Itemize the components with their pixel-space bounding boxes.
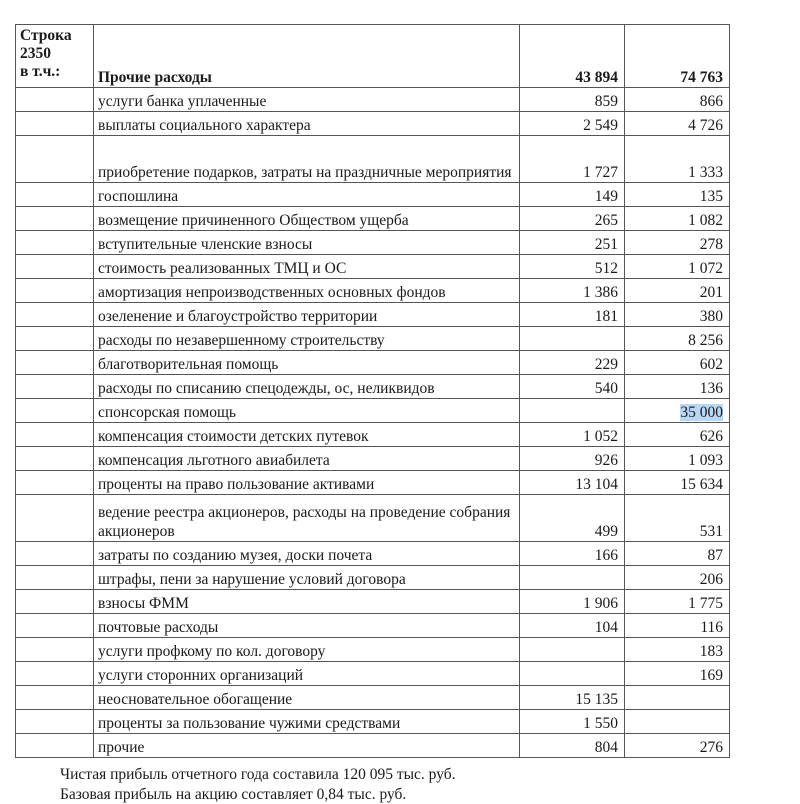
empty-code-cell [16,207,94,231]
value-previous-year [625,686,730,710]
empty-code-cell [16,423,94,447]
value-previous-year [625,375,730,399]
expense-label: стоимость реализованных ТМЦ и ОС [94,255,520,279]
other-expenses-table [15,24,730,758]
value-text: 1 906 [583,595,618,612]
value-current-year [520,255,625,279]
value-text: 229 [594,356,618,373]
empty-code-cell [16,495,94,542]
table-row [16,136,730,183]
empty-code-cell [16,638,94,662]
value-current-year [520,88,625,112]
table-row [16,88,730,112]
value-text: 1 550 [583,715,618,732]
empty-code-cell [16,375,94,399]
value-current-year [520,542,625,566]
expense-label: проценты на право пользование активами [94,471,520,495]
empty-code-cell [16,327,94,351]
eps-note: Базовая прибыль на акцию составляет 0,84 тыс. руб. [60,786,407,803]
empty-code-cell [16,734,94,758]
value-text: 104 [594,619,618,636]
value-previous-year [625,710,730,734]
value-text: 136 [699,380,723,397]
value-previous-year [625,614,730,638]
table-row [16,638,730,662]
table-row [16,231,730,255]
value-text: 135 [699,188,723,205]
table-row [16,279,730,303]
value-current-year [520,231,625,255]
empty-code-cell [16,471,94,495]
expense-label: проценты за пользование чужими средствами [94,710,520,734]
value-text: 201 [699,284,723,301]
total-previous-year: 74 763 [625,25,730,88]
value-current-year [520,351,625,375]
value-text: 15 135 [575,691,618,708]
value-current-year [520,327,625,351]
value-text: 866 [699,93,723,110]
value-previous-year [625,662,730,686]
value-text: 4 726 [688,117,723,134]
value-current-year [520,686,625,710]
value-current-year [520,614,625,638]
value-text: 149 [594,188,618,205]
value-text: 499 [594,523,618,540]
value-text: 926 [594,452,618,469]
empty-code-cell [16,590,94,614]
expense-label: неосновательное обогащение [94,686,520,710]
value-text: 804 [594,739,618,756]
value-text: 1 052 [583,428,618,445]
value-current-year [520,447,625,471]
expense-label: возмещение причиненного Обществом ущерба [94,207,520,231]
value-text: 1 727 [583,164,618,181]
value-text: 380 [699,308,723,325]
net-profit-note: Чистая прибыль отчетного года составила 120 095 тыс. руб. [60,766,456,783]
value-text: 181 [594,308,618,325]
empty-code-cell [16,542,94,566]
table-row [16,255,730,279]
empty-code-cell [16,447,94,471]
empty-code-cell [16,662,94,686]
value-text: 87 [707,547,723,564]
value-previous-year [625,542,730,566]
value-current-year [520,279,625,303]
value-current-year [520,471,625,495]
total-current-year: 43 894 [520,25,625,88]
value-previous-year [625,590,730,614]
expense-label: ведение реестра акционеров, расходы на проведение собрания акционеров [94,495,520,542]
empty-code-cell [16,255,94,279]
expense-label: услуги сторонних организаций [94,662,520,686]
expense-label: приобретение подарков, затраты на праздничные мероприятия [94,136,520,183]
table-row [16,207,730,231]
table-row [16,375,730,399]
expense-label: благотворительная помощь [94,351,520,375]
value-current-year [520,112,625,136]
value-text: 1 386 [583,284,618,301]
expense-label: услуги банка уплаченные [94,88,520,112]
table-row [16,327,730,351]
value-text: 1 093 [688,452,723,469]
value-text: 8 256 [688,332,723,349]
table-row [16,183,730,207]
table-row [16,542,730,566]
value-previous-year [625,495,730,542]
value-previous-year [625,88,730,112]
value-text: 626 [699,428,723,445]
value-text: 169 [699,667,723,684]
value-text: 1 333 [688,164,723,181]
table-row [16,710,730,734]
empty-code-cell [16,710,94,734]
expense-label: взносы ФММ [94,590,520,614]
expense-label: расходы по незавершенному строительству [94,327,520,351]
expense-label: вступительные членские взносы [94,231,520,255]
value-text: 1 072 [688,260,723,277]
value-text: 276 [699,739,723,756]
value-text: 602 [699,356,723,373]
table-row [16,303,730,327]
table-row [16,447,730,471]
expense-label: озеленение и благоустройство территории [94,303,520,327]
value-text: 265 [594,212,618,229]
value-text: 859 [594,93,618,110]
value-text: 1 082 [688,212,723,229]
table-row [16,734,730,758]
empty-code-cell [16,614,94,638]
value-previous-year [625,638,730,662]
expense-label: прочие [94,734,520,758]
value-current-year [520,638,625,662]
expense-label: компенсация стоимости детских путевок [94,423,520,447]
expense-label: госпошлина [94,183,520,207]
empty-code-cell [16,566,94,590]
value-text: 15 634 [680,476,723,493]
expense-label: расходы по списанию спецодежды, ос, неликвидов [94,375,520,399]
value-previous-year [625,734,730,758]
value-text: 206 [699,571,723,588]
value-current-year [520,423,625,447]
empty-code-cell [16,88,94,112]
value-previous-year [625,112,730,136]
table-row [16,495,730,542]
table-row [16,423,730,447]
value-text: 278 [699,236,723,253]
expense-label: почтовые расходы [94,614,520,638]
value-previous-year [625,351,730,375]
value-text: 540 [594,380,618,397]
expense-label: компенсация льготного авиабилета [94,447,520,471]
value-text: 512 [594,260,618,277]
value-previous-year [625,207,730,231]
value-current-year [520,590,625,614]
value-current-year [520,399,625,423]
value-current-year [520,710,625,734]
value-previous-year [625,471,730,495]
empty-code-cell [16,351,94,375]
value-current-year [520,183,625,207]
table-row [16,686,730,710]
value-text: 2 549 [583,117,618,134]
empty-code-cell [16,686,94,710]
value-text: 116 [700,619,723,636]
empty-code-cell [16,279,94,303]
value-previous-year [625,399,730,423]
table-row [16,399,730,423]
highlighted-value: 35 000 [680,404,723,421]
value-current-year [520,207,625,231]
value-text: 531 [699,523,723,540]
expense-label: выплаты социального характера [94,112,520,136]
value-previous-year [625,279,730,303]
value-previous-year [625,566,730,590]
table-row [16,662,730,686]
empty-code-cell [16,231,94,255]
expense-label: спонсорская помощь [94,399,520,423]
empty-code-cell [16,112,94,136]
value-current-year [520,375,625,399]
table-row [16,614,730,638]
value-previous-year [625,423,730,447]
value-current-year [520,734,625,758]
table-row [16,566,730,590]
table-row [16,590,730,614]
value-text: 183 [699,643,723,660]
value-text: 251 [594,236,618,253]
value-current-year [520,136,625,183]
value-current-year [520,495,625,542]
empty-code-cell [16,399,94,423]
table-row [16,112,730,136]
value-previous-year [625,303,730,327]
table-row [16,351,730,375]
value-text: 1 775 [688,595,723,612]
expense-label: затраты по созданию музея, доски почета [94,542,520,566]
value-text: 13 104 [575,476,618,493]
section-title: Прочие расходы [94,25,520,88]
value-current-year [520,566,625,590]
value-previous-year [625,136,730,183]
table-row [16,471,730,495]
value-previous-year [625,327,730,351]
expense-label: штрафы, пени за нарушение условий договора [94,566,520,590]
expense-label: услуги профкому по кол. договору [94,638,520,662]
empty-code-cell [16,303,94,327]
value-current-year [520,662,625,686]
empty-code-cell [16,183,94,207]
value-previous-year [625,255,730,279]
empty-code-cell [16,136,94,183]
table-header-row [16,25,730,88]
value-current-year [520,303,625,327]
value-previous-year [625,231,730,255]
line-code-cell: Строка 2350 в т.ч.: [16,25,94,88]
expense-label: амортизация непроизводственных основных фондов [94,279,520,303]
value-previous-year [625,183,730,207]
value-text: 166 [594,547,618,564]
value-previous-year [625,447,730,471]
